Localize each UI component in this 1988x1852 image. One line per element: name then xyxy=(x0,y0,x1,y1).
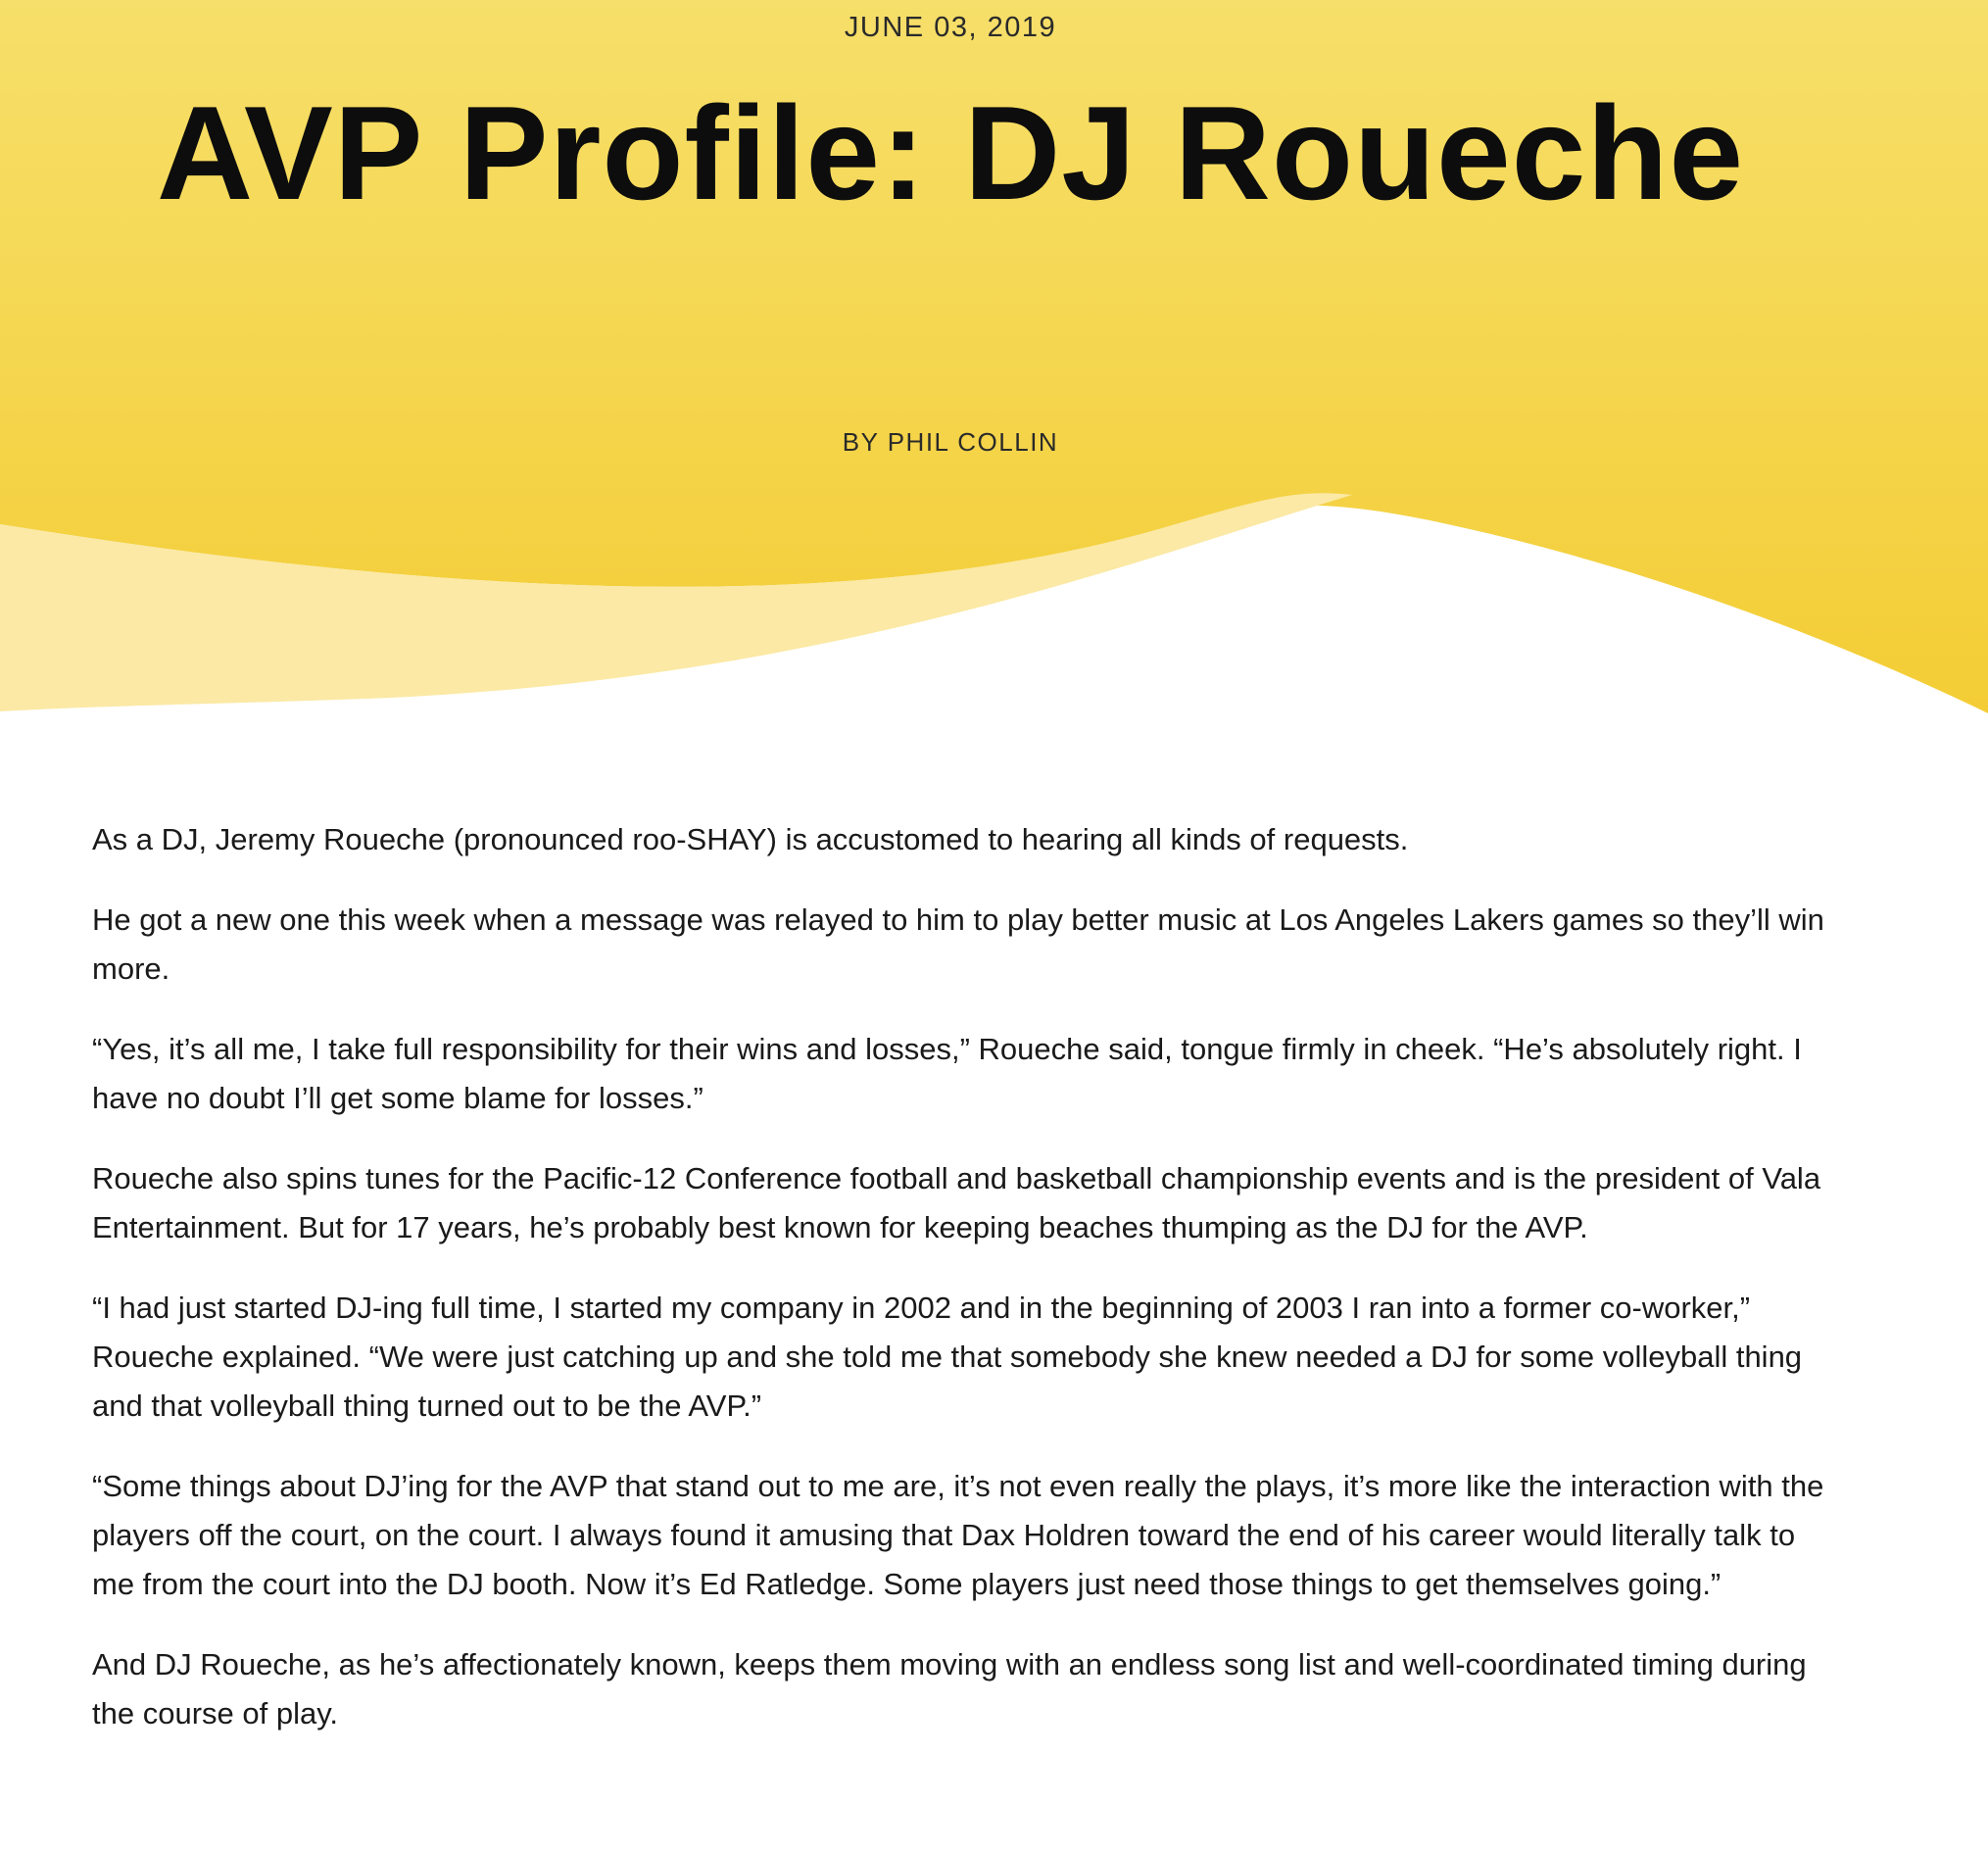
article-paragraph: “Yes, it’s all me, I take full responsibility for their wins and losses,” Roueche said, tongue firmly in cheek. “He’s absolutely right. I have no doubt I’ll get some blame for losses.” xyxy=(92,1032,1802,1115)
article-date: JUNE 03, 2019 xyxy=(844,12,1057,43)
article-paragraph: And DJ Roueche, as he’s affectionately known, keeps them moving with an endless song list and well-coordinated timing during the course of play. xyxy=(92,1647,1807,1730)
article-paragraph: He got a new one this week when a message was relayed to him to play better music at Los Angeles Lakers games so they’ll win more. xyxy=(92,902,1824,986)
article-paragraph: “I had just started DJ-ing full time, I started my company in 2002 and in the beginning of 2003 I ran into a former co-worker,” Roueche explained. “We were just catching up and she told me that somebody she knew needed a DJ for some volleyball thing and that volleyball thing turned out to be the AVP.” xyxy=(92,1291,1803,1423)
article-byline: BY PHIL COLLIN xyxy=(842,427,1059,457)
article-body xyxy=(92,815,1826,1770)
article-paragraph: As a DJ, Jeremy Roueche (pronounced roo-SHAY) is accustomed to hearing all kinds of requests. xyxy=(92,822,1409,856)
hero-header xyxy=(0,0,1988,725)
article-paragraph: “Some things about DJ’ing for the AVP that stand out to me are, it’s not even really the plays, it’s more like the interaction with the players off the court, on the court. I always found it amusing that Dax Holdren toward the end of his career would literally talk to me from the court into the DJ booth. Now it’s Ed Ratledge. Some players just need those things to get themselves going.” xyxy=(92,1469,1824,1601)
article-title: AVP Profile: DJ Roueche xyxy=(156,78,1745,227)
article-paragraph: Roueche also spins tunes for the Pacific-12 Conference football and basketball championship events and is the president of Vala Entertainment. But for 17 years, he’s probably best known for keeping beaches thumping as the DJ for the AVP. xyxy=(92,1161,1821,1244)
